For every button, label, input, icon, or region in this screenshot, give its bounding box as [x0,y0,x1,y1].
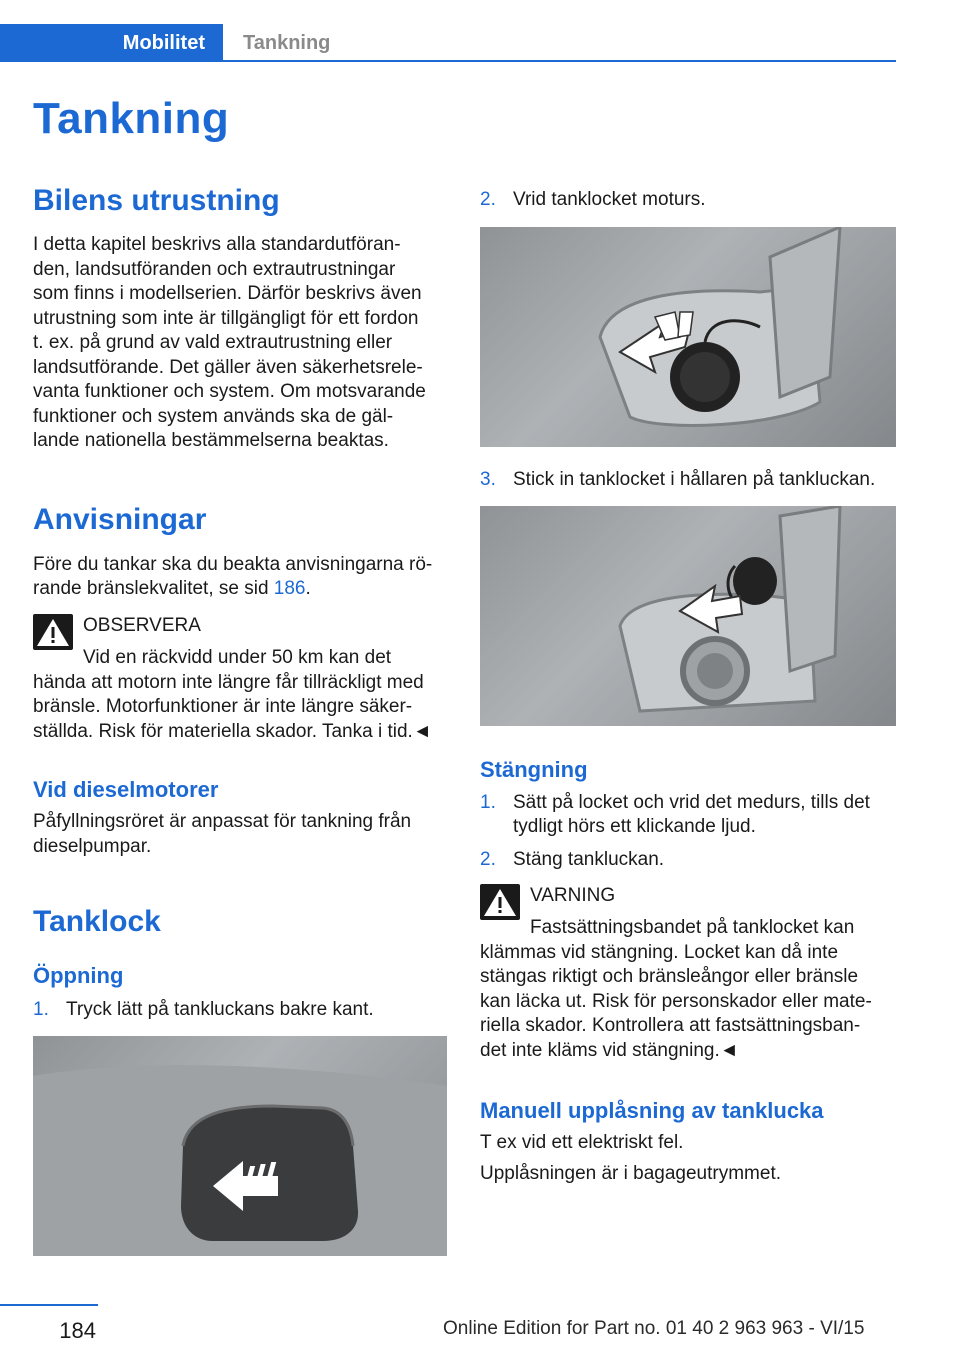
warning-triangle-icon [33,614,73,650]
text-line: stängas riktigt och bränsleångor eller bränsle [480,966,859,987]
list-text: Stäng tankluckan. [513,849,665,870]
text-line: det inte kläms vid stängning.◄ [480,1040,739,1061]
list-number: 1. [480,792,496,813]
text-fragment: rande bränslekvalitet, se sid [33,578,274,599]
warning-title: OBSERVERA [83,615,201,636]
list-number: 3. [480,469,496,490]
subsection-title-manuell-upplasning: Manuell upplåsning av tanklucka [480,1098,824,1123]
text-line: Fastsättningsbandet på tanklocket kan [530,917,855,938]
list-text: Sätt på locket och vrid det medurs, tills det [513,792,870,813]
text-line: I detta kapitel beskrivs alla standardutföran- [33,234,401,255]
subsection-title-stangning: Stängning [480,757,588,782]
text-line: bränsle. Motorfunktioner är inte längre säker- [33,696,413,717]
header-bar [0,24,896,62]
list-text: Stick in tanklocket i hållaren på tankluckan. [513,469,876,490]
footer-edition: Online Edition for Part no. 01 40 2 963 963 - VI/15 [443,1318,865,1339]
tab-tankning[interactable]: Tankning [243,32,331,54]
list-number: 2. [480,849,496,870]
text-line: utrustning som inte är tillgängligt för ett fordon [33,308,419,329]
warning-title: VARNING [530,885,616,906]
text-line: vanta funktioner och system. Om motsvarande [33,381,426,402]
photo-fuel-flap-push [33,1036,447,1256]
text-line: Påfyllningsröret är anpassat för tankning från [33,811,412,832]
list-number: 2. [480,189,496,210]
text-line: lande nationella bestämmelserna beaktas. [33,430,389,451]
text-line: Vid en räckvidd under 50 km kan det [83,647,392,668]
list-text: tydligt hörs ett klickande ljud. [513,816,756,837]
footer-divider [0,1304,98,1306]
text-line: ställda. Risk för materiella skador. Tanka i tid.◄ [33,721,432,742]
text-line: som finns i modellserien. Därför beskrivs även [33,283,422,304]
text-line: t. ex. på grund av vald extrautrustning eller [33,332,393,353]
tab-mobilitet[interactable]: Mobilitet [0,24,223,62]
section-title-bilens-utrustning: Bilens utrustning [33,184,280,217]
page-reference-link[interactable]: 186 [273,578,306,599]
photo-fuel-cap-unscrew [480,227,896,447]
photo-fuel-cap-holder [480,506,896,726]
text-line: dieselpumpar. [33,836,152,857]
text-line: kan läcka ut. Risk för personskador eller mate- [480,991,872,1012]
list-number: 1. [33,999,49,1020]
section-title-tanklock: Tanklock [33,905,161,938]
text-line: hända att motorn inte längre får tillräckligt med [33,672,424,693]
text-line: riella skador. Kontrollera att fastsättningsban- [480,1015,861,1036]
text-line [33,577,311,602]
text-line: Upplåsningen är i bagageutrymmet. [480,1163,782,1184]
text-line: klämmas vid stängning. Locket kan då inte [480,942,839,963]
text-line: Före du tankar ska du beakta anvisningarna rö- [33,554,433,575]
page-number: 184 [59,1318,96,1343]
section-title-anvisningar: Anvisningar [33,503,207,536]
text-line: landsutförande. Det gäller även säkerhetsrele- [33,357,423,378]
list-text: Tryck lätt på tankluckans bakre kant. [66,999,374,1020]
subsection-title-oppning: Öppning [33,963,124,988]
text-line: funktioner och system används ska de gäl- [33,406,394,427]
subsection-title-diesel: Vid dieselmotorer [33,777,219,802]
page-title: Tankning [33,94,230,143]
warning-triangle-icon [480,884,520,920]
text-line: den, landsutföranden och extrautrustningar [33,259,396,280]
text-line: T ex vid ett elektriskt fel. [480,1132,684,1153]
text-fragment: . [305,578,311,599]
list-text: Vrid tanklocket moturs. [513,189,706,210]
